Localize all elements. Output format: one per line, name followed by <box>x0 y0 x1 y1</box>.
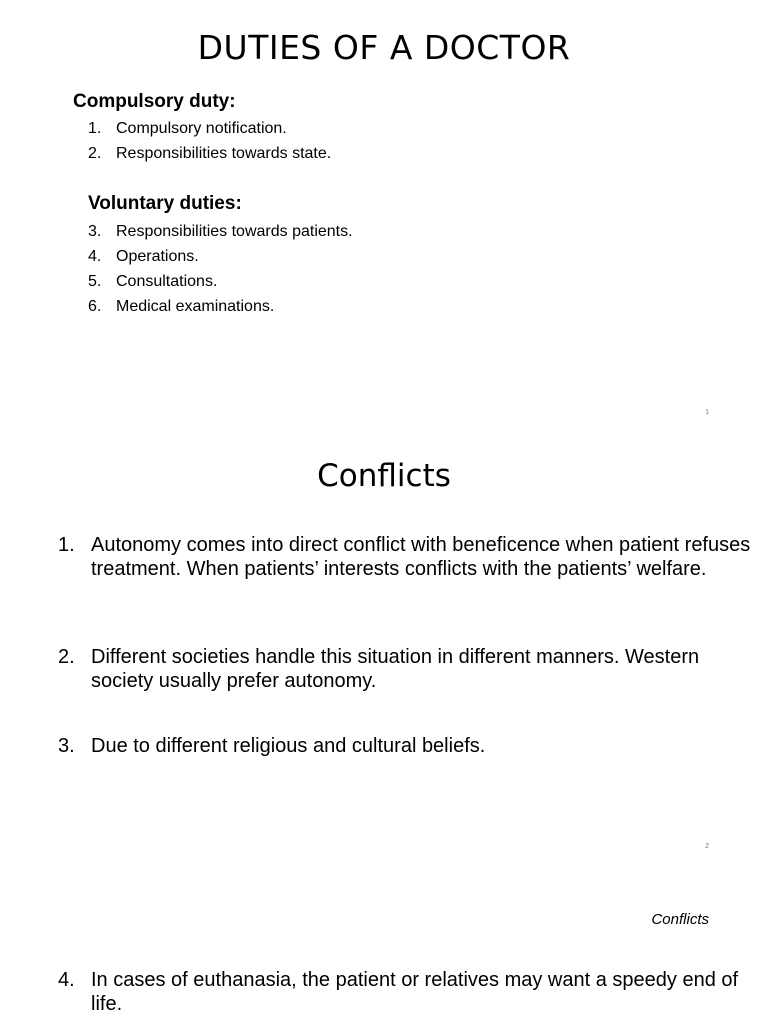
list-item <box>88 219 353 244</box>
list-item-number: 3. <box>88 223 102 240</box>
compulsory-duty-list <box>88 116 331 166</box>
list-item <box>88 244 353 269</box>
slide-conflicts-continued <box>0 868 768 1024</box>
list-item <box>88 141 331 166</box>
list-item-number: 4. <box>58 969 75 991</box>
list-item <box>58 968 751 1016</box>
list-item-text: Compulsory notification. <box>116 120 287 137</box>
list-item-text: Responsibilities towards state. <box>116 145 332 162</box>
voluntary-duties-heading: Voluntary duties: <box>88 193 242 214</box>
list-item-number: 5. <box>88 273 102 290</box>
running-header: Conflicts <box>651 911 709 928</box>
slide-duties-of-a-doctor <box>0 0 768 430</box>
list-item-number: 1. <box>88 120 102 137</box>
list-item-text: In cases of euthanasia, the patient or relatives may want a speedy end of life. <box>91 969 739 1015</box>
voluntary-duties-list <box>88 219 353 319</box>
list-item <box>58 533 751 581</box>
list-item-text: Due to different religious and cultural beliefs. <box>91 735 486 757</box>
compulsory-duty-heading: Compulsory duty: <box>73 91 236 112</box>
list-item <box>58 734 751 758</box>
list-item-text: Operations. <box>116 248 199 265</box>
slide-conflicts <box>0 434 768 868</box>
list-item <box>88 269 353 294</box>
list-item-number: 3. <box>58 735 75 757</box>
list-item <box>88 116 331 141</box>
list-item-text: Medical examinations. <box>116 298 275 315</box>
list-item-text: Responsibilities towards patients. <box>116 223 353 240</box>
list-item-number: 6. <box>88 298 102 315</box>
page-number: 1 <box>705 409 709 416</box>
slide-title: DUTIES OF A DOCTOR <box>197 28 571 67</box>
list-item-number: 2. <box>88 145 102 162</box>
page-number: 2 <box>705 843 709 850</box>
slide-title: Conflicts <box>317 458 451 494</box>
list-item-text: Autonomy comes into direct conflict with beneficence when patient refuses treatment. When patients’ interests conflicts with the patients’ welfare. <box>91 534 751 580</box>
list-item-text: Consultations. <box>116 273 218 290</box>
list-item <box>58 645 751 693</box>
list-item-number: 4. <box>88 248 102 265</box>
list-item <box>88 294 353 319</box>
list-item-number: 1. <box>58 534 75 556</box>
list-item-number: 2. <box>58 646 75 668</box>
list-item-text: Different societies handle this situation in different manners. Western society usually prefer autonomy. <box>91 646 700 692</box>
